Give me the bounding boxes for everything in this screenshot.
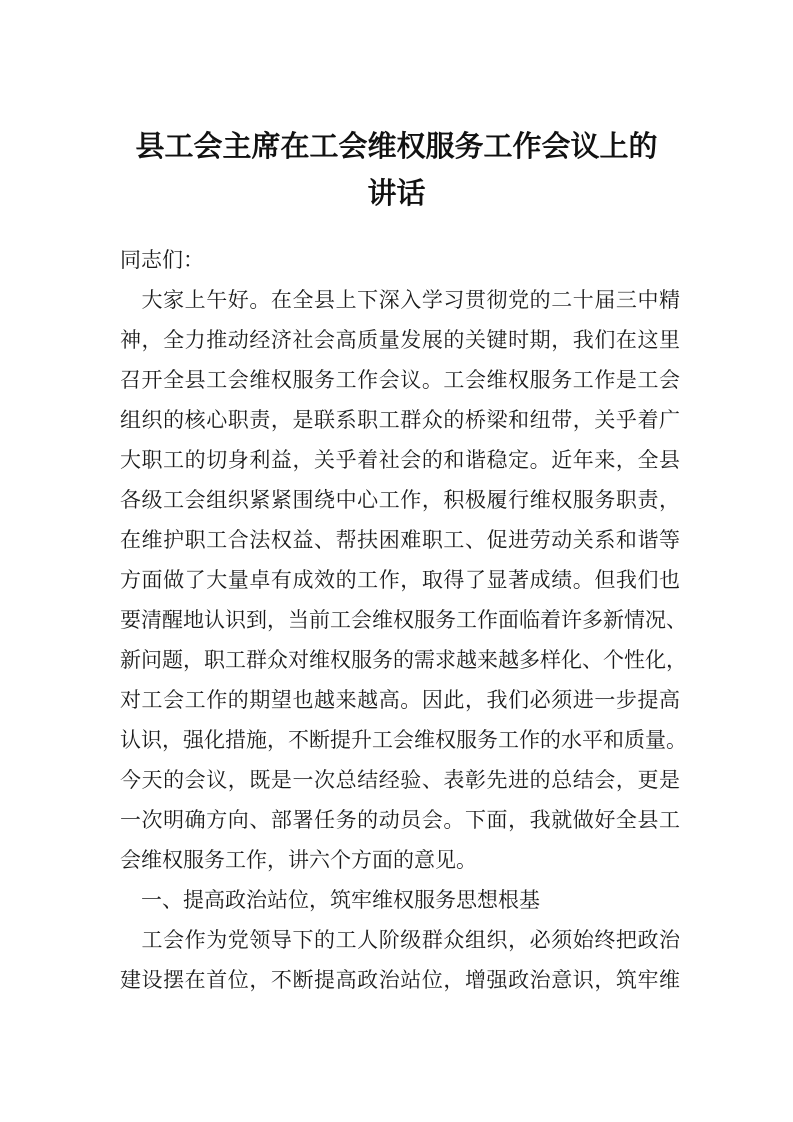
paragraph-line: 要清醒地认识到，当前工会维权服务工作面临着许多新情况、 [120, 608, 687, 632]
paragraph-line: 方面做了大量卓有成效的工作，取得了显著成绩。但我们也 [120, 568, 680, 592]
paragraph-line: 召开全县工会维权服务工作会议。工会维权服务工作是工会 [120, 368, 680, 392]
section-heading: 一、提高政治站位，筑牢维权服务思想根基 [120, 888, 540, 912]
paragraph-line: 对工会工作的期望也越来越高。因此，我们必须进一步提高 [120, 688, 680, 712]
paragraph-line: 新问题，职工群众对维权服务的需求越来越多样化、个性化， [120, 648, 687, 672]
paragraph-line: 组织的核心职责，是联系职工群众的桥梁和纽带，关乎着广 [120, 408, 680, 432]
paragraph-line: 认识，强化措施，不断提升工会维权服务工作的水平和质量。 [120, 728, 687, 752]
paragraph-line: 大职工的切身利益，关乎着社会的和谐稳定。近年来，全县 [120, 448, 680, 472]
salutation: 同志们： [120, 248, 204, 272]
document-title-line-2: 讲话 [367, 176, 426, 210]
paragraph-line: 在维护职工合法权益、帮扶困难职工、促进劳动关系和谐等 [120, 528, 680, 552]
paragraph-line: 各级工会组织紧紧围绕中心工作，积极履行维权服务职责， [120, 488, 680, 512]
paragraph-line: 会维权服务工作，讲六个方面的意见。 [120, 848, 477, 872]
paragraph-line: 一次明确方向、部署任务的动员会。下面，我就做好全县工 [120, 808, 680, 832]
document-title-line-1: 县工会主席在工会维权服务工作会议上的 [135, 129, 658, 163]
paragraph-line: 大家上午好。在全县上下深入学习贯彻党的二十届三中精 [120, 288, 680, 312]
paragraph-line: 今天的会议，既是一次总结经验、表彰先进的总结会，更是 [120, 768, 680, 792]
paragraph-line: 神，全力推动经济社会高质量发展的关键时期，我们在这里 [120, 328, 680, 352]
document-body [120, 240, 687, 1000]
paragraph-line: 建设摆在首位，不断提高政治站位，增强政治意识，筑牢维 [120, 968, 680, 992]
paragraph-line: 工会作为党领导下的工人阶级群众组织，必须始终把政治 [120, 928, 680, 952]
